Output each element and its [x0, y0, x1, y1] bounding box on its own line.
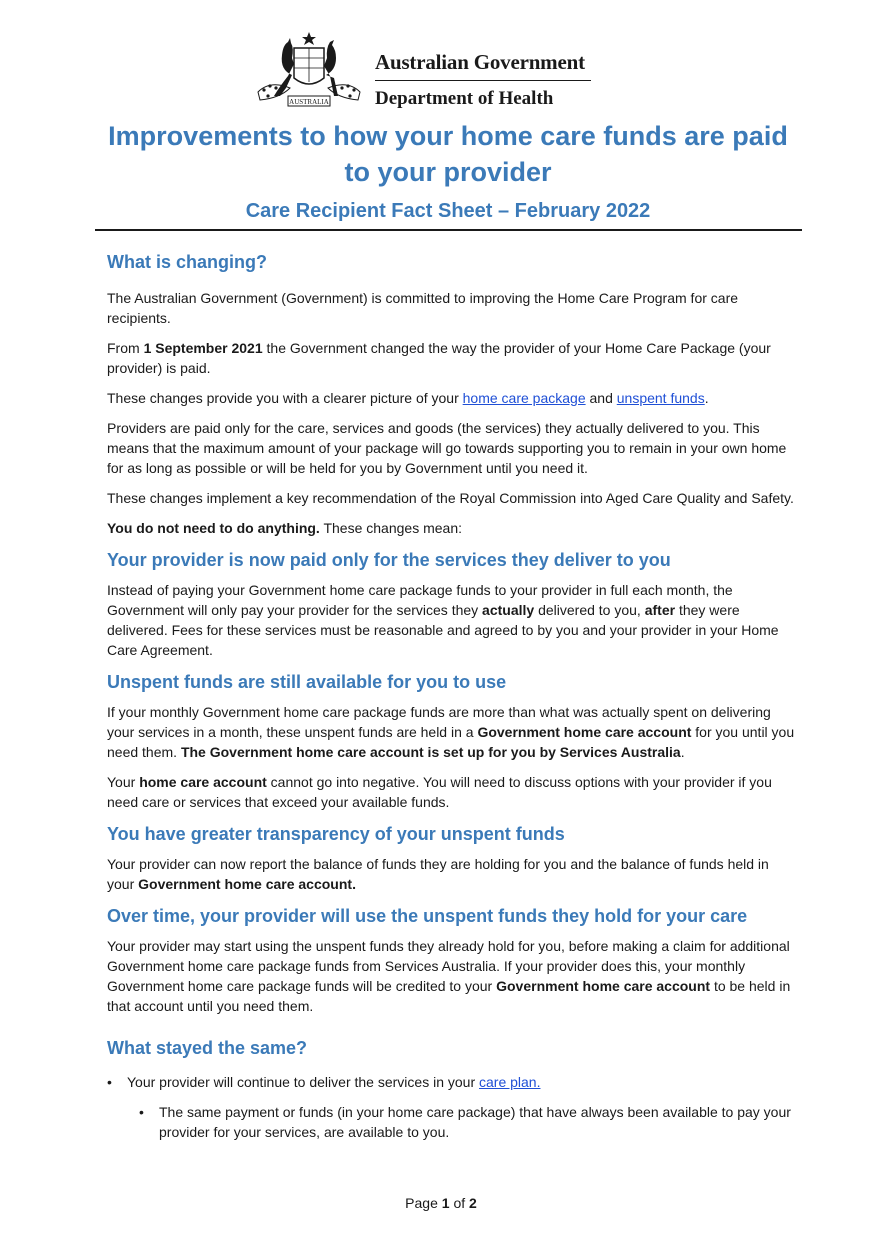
effective-date: 1 September 2021 — [143, 340, 263, 356]
list-item: • The same payment or funds (in your home care package) that have always been available to pay your provider for your services, are available to you. — [159, 1102, 795, 1142]
section-heading-stayed-same: What stayed the same? — [107, 1038, 308, 1058]
department-name: Department of Health — [375, 88, 554, 109]
section-heading-transparency: You have greater transparency of your unspent funds — [107, 824, 565, 844]
paragraph-royal-commission: These changes implement a key recommendation of the Royal Commission into Aged Care Quality and Safety. — [107, 490, 794, 506]
title-divider — [95, 229, 802, 231]
coat-of-arms-icon — [250, 30, 368, 110]
paragraph-no-negative: Your home care account cannot go into negative. You will need to discuss options with your provider if you need care or services that exceed your available funds. — [107, 774, 772, 810]
paragraph-paid-only: Instead of paying your Government home care package funds to your provider in full each month, the Government will only pay your provider for the services they actually delivered to you, after they were delivered. Fees for these services must be reasonable and agreed to by you and your provider in your Home Care Agreement. — [107, 582, 779, 658]
section-heading-over-time: Over time, your provider will use the unspent funds they hold for your care — [107, 906, 748, 926]
page-subtitle: Care Recipient Fact Sheet – February 2022 — [245, 200, 651, 222]
home-care-package-link[interactable]: home care package — [462, 390, 586, 406]
paragraph-from-date: From 1 September 2021 the Government changed the way the provider of your Home Care Package (your provider) is paid. — [107, 340, 771, 376]
section-heading-paid-only: Your provider is now paid only for the services they deliver to you — [107, 550, 671, 570]
stayed-same-list — [127, 1072, 795, 1142]
paragraph-over-time: Your provider may start using the unspent funds they already hold for you, before making a claim for additional Government home care package funds from Services Australia. If your provider does this, your monthly Government home care package funds will be credited to your Government home care account to be held in that account until you need them. — [107, 938, 791, 1014]
paragraph-no-action: You do not need to do anything. These changes mean: — [107, 520, 462, 536]
page-title-line-1: Improvements to how your home care funds are paid — [108, 121, 788, 151]
header-divider — [375, 80, 591, 81]
main-content — [107, 250, 795, 1142]
current-page-number: 1 — [441, 1195, 450, 1211]
paragraph-transparency: Your provider can now report the balance of funds they are holding for you and the balance of funds held in your Government home care account. — [107, 856, 769, 892]
paragraph-unspent-held: If your monthly Government home care package funds are more than what was actually spent on delivering your services in a month, these unspent funds are held in a Government home care account for you until you need them. The Government home care account is set up for you by Services Australia. — [107, 704, 795, 760]
total-page-count: 2 — [469, 1195, 477, 1211]
paragraph-clearer-picture: These changes provide you with a clearer picture of your home care package and unspent funds. — [107, 390, 709, 406]
paragraph-providers-paid: Providers are paid only for the care, services and goods (the services) they actually delivered to you. This means that the maximum amount of your package will go towards supporting you to remain in your own home for as long as possible or will be held for you by Government until you need it. — [107, 420, 787, 476]
paragraph-commitment: The Australian Government (Government) is committed to improving the Home Care Program for care recipients. — [107, 290, 739, 326]
government-name: Australian Government — [375, 50, 585, 74]
page-title — [80, 118, 816, 190]
page-footer: Page 1 of 2 — [405, 1195, 477, 1211]
list-item: • Your provider will continue to deliver the services in your care plan. — [127, 1072, 795, 1092]
page-title-line-2: to your provider — [344, 157, 552, 187]
crest-motto: AUSTRALIA — [289, 98, 329, 106]
unspent-funds-link[interactable]: unspent funds — [616, 390, 705, 406]
care-plan-link[interactable]: care plan. — [479, 1074, 541, 1090]
section-heading-what-is-changing: What is changing? — [107, 252, 267, 272]
section-heading-unspent: Unspent funds are still available for you to use — [107, 672, 507, 692]
